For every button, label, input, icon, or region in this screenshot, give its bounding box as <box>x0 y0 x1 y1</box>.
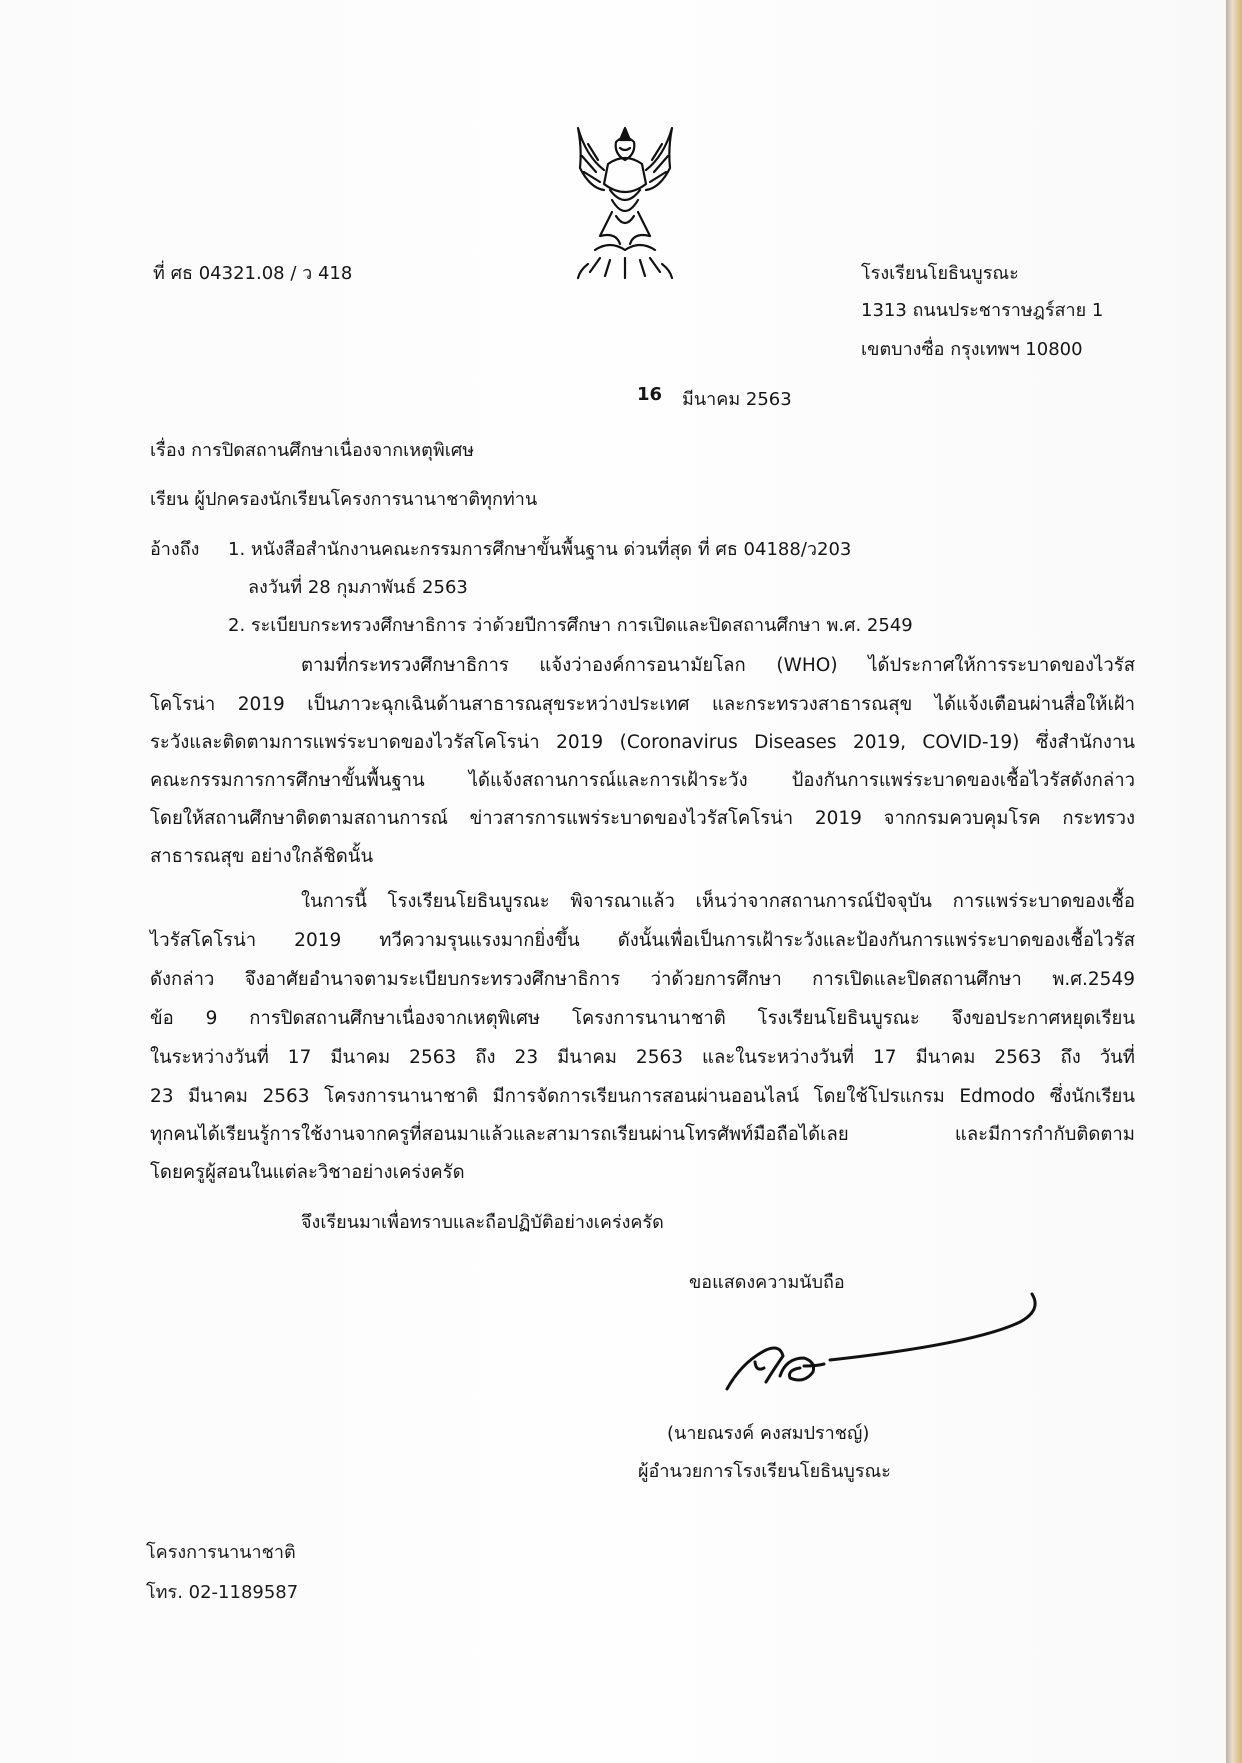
page-edge-strip <box>1226 0 1242 1763</box>
paragraph-2-line-5: ในระหว่างวันที่ 17 มีนาคม 2563 ถึง 23 มีนาคม 2563 และในระหว่างวันที่ 17 มีนาคม 2563 ถึง วันที่ <box>150 1047 1135 1068</box>
paragraph-2-line-7: ทุกคนได้เรียนรู้การใช้งานจากครูที่สอนมาแล้วและสามารถเรียนผ่านโทรศัพท์มือถือได้เลย และมีการกำกับติดตาม <box>150 1124 1135 1145</box>
letter-subject: เรื่อง การปิดสถานศึกษาเนื่องจากเหตุพิเศษ <box>150 440 475 461</box>
reference-number: ที่ ศธ 04321.08 / ว 418 <box>153 263 353 284</box>
paragraph-2-line-6: 23 มีนาคม 2563 โครงการนานาชาติ มีการจัดการเรียนการสอนผ่านออนไลน์ โดยใช้โปรแกรม Edmodo ซึ่งนักเรียน <box>150 1086 1135 1107</box>
signer-title: ผู้อำนวยการโรงเรียนโยธินบูรณะ <box>638 1461 891 1482</box>
paragraph-2-line-2: ไวรัสโคโรน่า 2019 ทวีความรุนแรงมากยิ่งขึ้น ดังนั้นเพื่อเป็นการเฝ้าระวังและป้องกันการแพร่ระบาดของเชื้อไวรัส <box>150 930 1135 951</box>
reference-item-2: 2. ระเบียบกระทรวงศึกษาธิการ ว่าด้วยปีการศึกษา การเปิดและปิดสถานศึกษา พ.ศ. 2549 <box>228 615 913 636</box>
garuda-emblem-icon <box>560 118 690 288</box>
letter-date-day: 16 <box>637 384 663 405</box>
paragraph-1-line-5: โดยให้สถานศึกษาติดตามสถานการณ์ ข่าวสารการแพร่ระบาดของไวรัสโคโรน่า 2019 จากกรมควบคุมโรค กระทรวง <box>150 808 1135 829</box>
paragraph-2-line-4: ข้อ 9 การปิดสถานศึกษาเนื่องจากเหตุพิเศษ โครงการนานาชาติ โรงเรียนโยธินบูรณะ จึงขอประกาศหยุดเรียน <box>150 1008 1135 1029</box>
closing-phrase: ขอแสดงความนับถือ <box>689 1272 845 1293</box>
paragraph-1-line-1: ตามที่กระทรวงศึกษาธิการ แจ้งว่าองค์การอนามัยโลก (WHO) ได้ประกาศให้การระบาดของไวรัส <box>301 655 1135 676</box>
footer-phone: โทร. 02-1189587 <box>146 1582 299 1603</box>
letter-recipient: เรียน ผู้ปกครองนักเรียนโครงการนานาชาติทุกท่าน <box>150 489 538 510</box>
signer-name: (นายณรงค์ คงสมปราชญ์) <box>667 1423 870 1444</box>
reference-item-1-line-1: 1. หนังสือสำนักงานคณะกรรมการศึกษาขั้นพื้นฐาน ด่วนที่สุด ที่ ศธ 04188/ว203 <box>228 539 852 560</box>
school-address-line-2: เขตบางซื่อ กรุงเทพฯ 10800 <box>861 339 1083 360</box>
reference-label: อ้างถึง <box>150 539 200 560</box>
school-address-line-1: 1313 ถนนประชาราษฎร์สาย 1 <box>861 300 1104 321</box>
paragraph-2-line-3: ดังกล่าว จึงอาศัยอำนาจตามระเบียบกระทรวงศึกษาธิการ ว่าด้วยการศึกษา การเปิดและปิดสถานศึกษา พ.ศ.2549 <box>150 969 1135 990</box>
paragraph-2-line-8: โดยครูผู้สอนในแต่ละวิชาอย่างเคร่งครัด <box>150 1162 465 1183</box>
paragraph-2-line-1: ในการนี้ โรงเรียนโยธินบูรณะ พิจารณาแล้ว เห็นว่าจากสถานการณ์ปัจจุบัน การแพร่ระบาดของเชื้อ <box>301 891 1135 912</box>
paragraph-1-line-6: สาธารณสุข อย่างใกล้ชิดนั้น <box>150 846 374 867</box>
closing-request: จึงเรียนมาเพื่อทราบและถือปฏิบัติอย่างเคร่งครัด <box>301 1212 664 1233</box>
letter-date-rest: มีนาคม 2563 <box>682 389 792 410</box>
paragraph-1-line-2: โคโรน่า 2019 เป็นภาวะฉุกเฉินด้านสาธารณสุขระหว่างประเทศ และกระทรวงสาธารณสุข ได้แจ้งเตือนผ่านสื่อให้เฝ้า <box>150 694 1135 715</box>
paragraph-1-line-4: คณะกรรมการการศึกษาขั้นพื้นฐาน ได้แจ้งสถานการณ์และการเฝ้าระวัง ป้องกันการแพร่ระบาดของเชื้อไวรัสดังกล่าว <box>150 770 1135 791</box>
paragraph-1-line-3: ระวังและติดตามการแพร่ระบาดของไวรัสโคโรน่า 2019 (Coronavirus Diseases 2019, COVID-19) ซึ่งสำนักงาน <box>150 732 1135 753</box>
reference-item-1-line-2: ลงวันที่ 28 กุมภาพันธ์ 2563 <box>248 577 468 598</box>
footer-department: โครงการนานาชาติ <box>146 1542 296 1563</box>
handwritten-signature <box>712 1274 1052 1404</box>
school-name: โรงเรียนโยธินบูรณะ <box>861 263 1019 284</box>
